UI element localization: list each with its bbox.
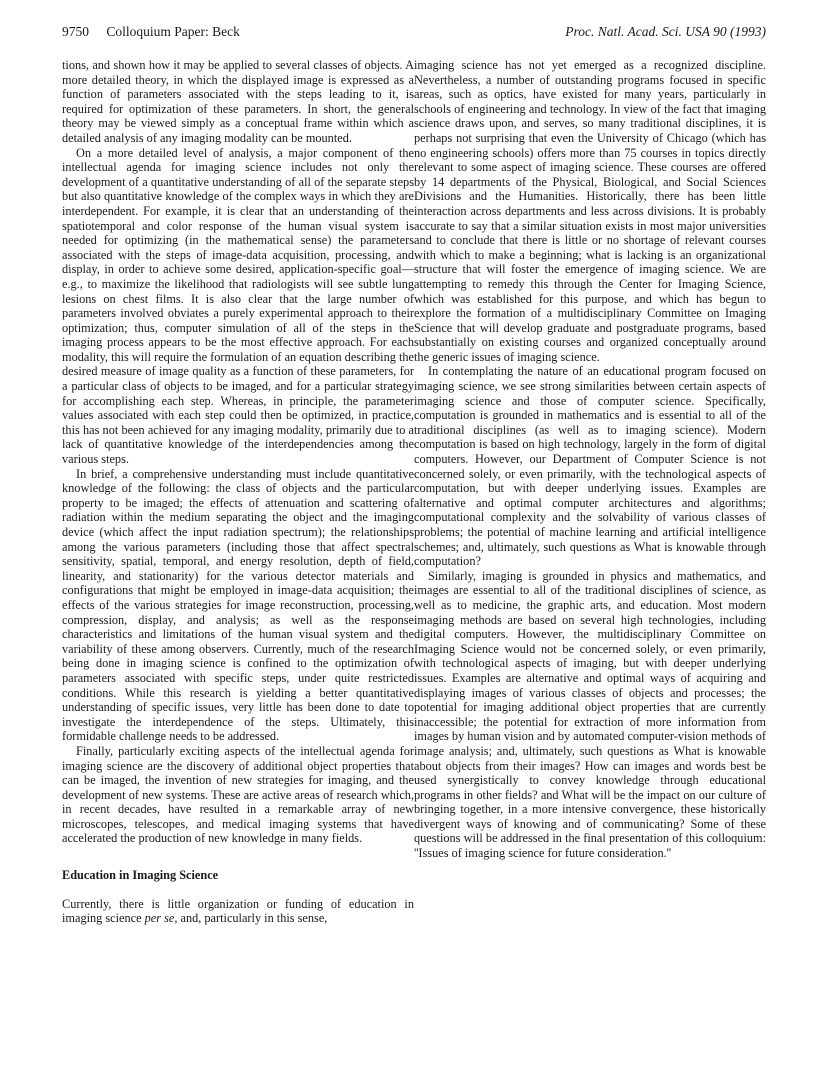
paragraph xyxy=(62,897,414,926)
paragraph: Finally, particularly exciting aspects of the intellectual agenda for imaging science are the discovery of additional object properties that can be imaged, the invention of new strategies for imaging, and the development of new systems. These are active areas of research which, in recent decades, have resulted in a remarkable array of new microscopes, telescopes, and medical imaging systems that have accelerated the production of new knowledge in many fields. xyxy=(62,743,414,846)
left-column xyxy=(62,58,414,926)
right-column xyxy=(414,58,766,861)
text-run: , and, particularly in this sense, xyxy=(174,911,328,926)
text-run: Currently, there is little organization or funding of education in imaging science xyxy=(62,896,414,926)
paragraph: Similarly, imaging is grounded in physics and mathematics, and images are essential to all of the traditional disciplines of science, as well as to medicine, the graphic arts, and education. Most modern imaging methods are based on several high technologies, including digital computers. However, the multidisciplinary Committee on Imaging Science would not be concerned solely, or even primarily, with technological aspects of imaging, but with deeper underlying issues. Examples are alternative and optimal ways of acquiring and displaying images of various classes of objects and processes; the potential for imaging additional object properties that are currently inaccessible; the potential for extraction of more information from images by human vision and by automated computer-vision methods of image analysis; and, ultimately, such questions as What is knowable about objects from their images? How can images and words best be used synergistically to convey knowledge through educational programs in other fields? and What will be the impact on our culture of bringing together, in a more intensive convergence, these historically divergent ways of knowing and of communicating? Some of these questions will be addressed in the final presentation of this colloquium: ''Issues of imaging science for future consideration.'' xyxy=(414,568,766,861)
header-left xyxy=(62,24,240,40)
paragraph: tions, and shown how it may be applied to several classes of objects. A more detailed theory, in which the displayed image is expressed as a function of parameters associated with the steps leading to it, is required for optimization of these parameters. In short, the general theory may be viewed simply as a conceptual frame within which a detailed analysis of any imaging modality can be mounted. xyxy=(62,58,414,145)
paragraph: On a more detailed level of analysis, a major component of the intellectual agenda for imaging science includes not only the development of a quantitative understanding of all of the separate steps but also quantitative knowledge of the complex ways in which they are interdependent. For example, it is clear that an understanding of the spatiotemporal and color response of the human visual system is needed for optimizing (in the mathematical sense) the parameters associated with the steps of image-data acquisition, processing, and display, in order to achieve some desired, application-specific goal—e.g., to maximize the likelihood that radiologists will see subtle lung lesions on chest films. It is also clear that the large number of parameters involved obviates a purely experimental approach to their optimization; thus, computer simulation of all of the steps in the imaging process appears to be the most effective approach. For each modality, this will require the formulation of an equation describing the desired measure of image quality as a function of these parameters, for a particular class of objects to be imaged, and for a particular strategy for accomplishing each step. Whereas, in principle, the parameter values associated with each step could then be optimized, in practice, this has not been achieved for any imaging modality, primarily due to a lack of quantitative knowledge of the interdependencies among the various steps. xyxy=(62,145,414,467)
paragraph: imaging science has not yet emerged as a recognized discipline. Nevertheless, a number of outstanding programs focused in specific areas, such as optics, have existed for many years, particularly in schools of engineering and technology. In view of the fact that imaging science draws upon, and serves, so many traditional disciplines, it is perhaps not surprising that even the University of Chicago (which has no engineering schools) offers more than 75 courses in topics directly relevant to some aspect of imaging science. These courses are offered by 14 departments of the Physical, Biological, and Social Sciences Divisions and the Humanities. Historically, there has been little interaction across departments and less across divisions. It is probably accurate to say that a similar situation exists in most major universities and to conclude that there is little or no shortage of relevant courses with which to make a beginning; what is lacking is an organizational structure that will foster the emergence of imaging science. We are attempting to remedy this through the Center for Imaging Science, which was established for this purpose, and which has begun to explore the formation of a multidisciplinary Committee on Imaging Science that will develop graduate and postgraduate programs, based substantially on existing courses and organized conceptually around the generic issues of imaging science. xyxy=(414,58,766,364)
section-label: Colloquium Paper: Beck xyxy=(106,24,240,39)
running-header xyxy=(62,24,766,44)
italic-text: per se xyxy=(144,911,175,926)
page-number: 9750 xyxy=(62,24,89,39)
journal-citation: Proc. Natl. Acad. Sci. USA 90 (1993) xyxy=(565,24,766,39)
paragraph: In contemplating the nature of an educational program focused on imaging science, we see strong similarities between certain aspects of imaging science and those of computer science. Specifically, computation is grounded in mathematics and is essential to all of the traditional disciplines (as well as to imaging science). Modern computation is based on high technology, largely in the form of digital computers. However, our Department of Computer Science is not concerned solely, or even primarily, with the technological aspects of computation, but with deeper underlying issues. Examples are alternative and optimal computer architectures and algorithms; computational complexity and the solvability of various classes of problems; the potential of machine learning and artificial intelligence schemes; and, ultimately, such questions as What is knowable through computation? xyxy=(414,364,766,569)
paragraph: In brief, a comprehensive understanding must include quantitative knowledge of the following: the class of objects and the particular property to be imaged; the effects of attenuation and scattering of radiation within the medium separating the object and the imaging device (which affect the input radiation spectrum); the relationships among the various parameters (including those that affect spectral sensitivity, spatial, temporal, and energy resolution, depth of field, linearity, and stationarity) for the various detector materials and configurations that might be employed in image-data acquisition; the effects of the various strategies for image reconstruction, processing, compression, display, and analysis; as well as the response characteristics and limitations of the human visual system and the variability of these among observers. Currently, much of the research being done in imaging science is confined to the optimization of parameters associated with specific steps, under quite restricted conditions. While this research is yielding a better quantitative understanding of specific issues, very little has been done to date to investigate the interdependence of the steps. Ultimately, this formidable challenge needs to be addressed. xyxy=(62,466,414,744)
section-heading: Education in Imaging Science xyxy=(62,868,219,883)
